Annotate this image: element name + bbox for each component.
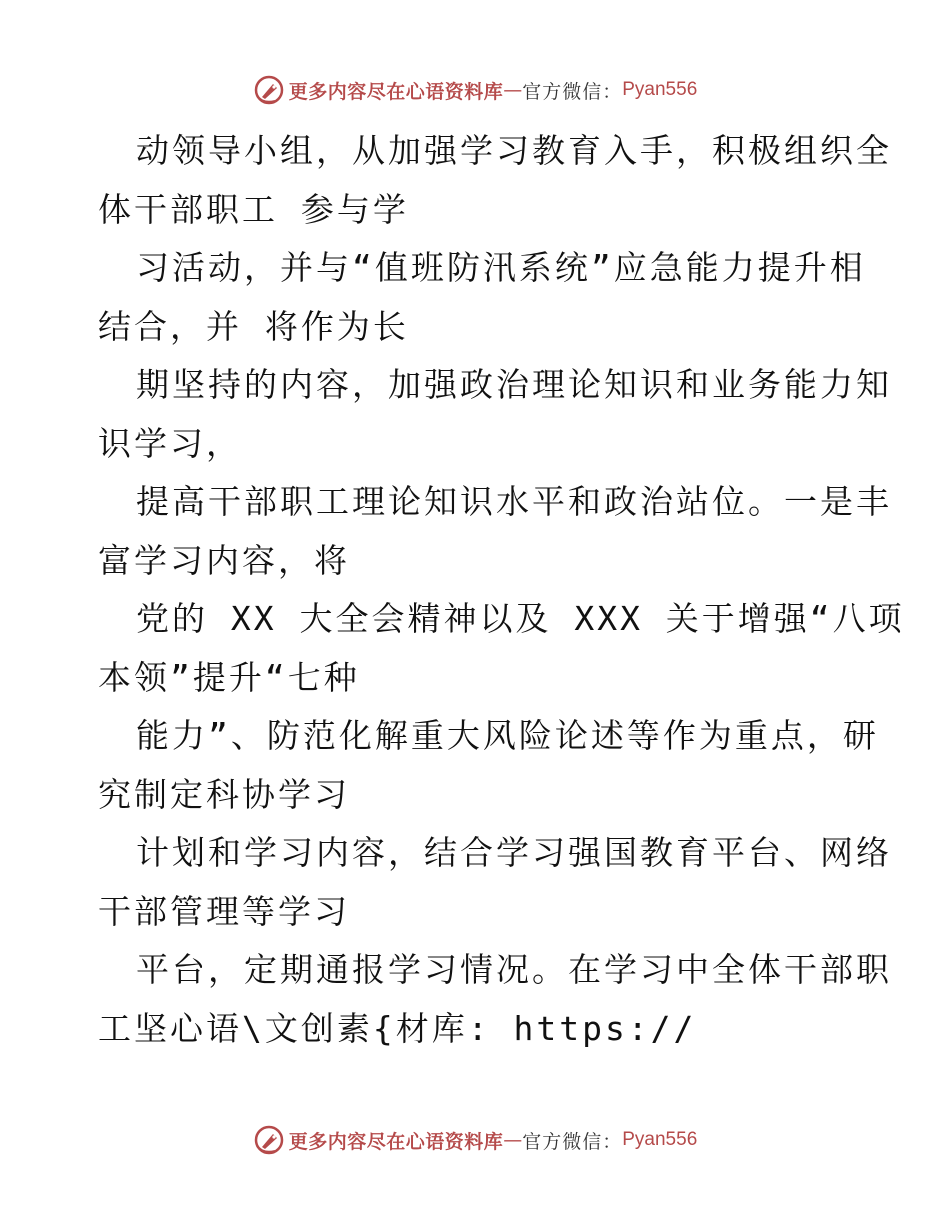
pen-nib-logo-icon (253, 74, 285, 106)
header-dash: — (503, 79, 523, 101)
body-line: 体干部职工 参与学 (98, 189, 409, 229)
header-wechat-label: 官方微信： (522, 80, 623, 103)
footer-site-text: 更多内容尽在心语资料库 (288, 1130, 504, 1153)
body-line: 习活动，并与“值班防汛系统”应急能力提升相 (136, 248, 866, 287)
header-wechat-id: Pyan556 (622, 79, 698, 100)
body-line: 工坚心语\文创素{材库: https:// (98, 1008, 697, 1048)
body-line: 干部管理等学习 (98, 891, 350, 931)
body-line: 计划和学习内容，结合学习强国教育平台、网络 (136, 833, 892, 872)
body-line: 动领导小组，从加强学习教育入手，积极组织全 (136, 131, 892, 170)
body-line: 结合，并 将作为长 (98, 306, 409, 346)
body-line: 提高干部职工理论知识水平和政治站位。一是丰 (136, 482, 892, 521)
pen-nib-logo-icon (253, 1124, 285, 1156)
body-line: 能力”、防范化解重大风险论述等作为重点，研 (136, 716, 879, 755)
body-line: 识学习， (98, 423, 242, 463)
header-site-text: 更多内容尽在心语资料库 (288, 80, 504, 103)
body-line: 党的 XX 大全会精神以及 XXX 关于增强“八项 (136, 599, 905, 638)
footer-banner (0, 1120, 950, 1160)
footer-dash: — (503, 1129, 523, 1151)
body-line: 富学习内容，将 (98, 540, 350, 580)
footer-wechat-id: Pyan556 (622, 1129, 698, 1150)
body-line: 本领”提升“七种 (98, 657, 360, 697)
header-banner (0, 70, 950, 110)
body-line: 期坚持的内容，加强政治理论知识和业务能力知 (136, 365, 892, 404)
body-line: 平台，定期通报学习情况。在学习中全体干部职 (136, 950, 892, 989)
footer-wechat-label: 官方微信： (522, 1130, 623, 1153)
document-body (98, 122, 905, 1058)
body-line: 究制定科协学习 (98, 774, 350, 814)
